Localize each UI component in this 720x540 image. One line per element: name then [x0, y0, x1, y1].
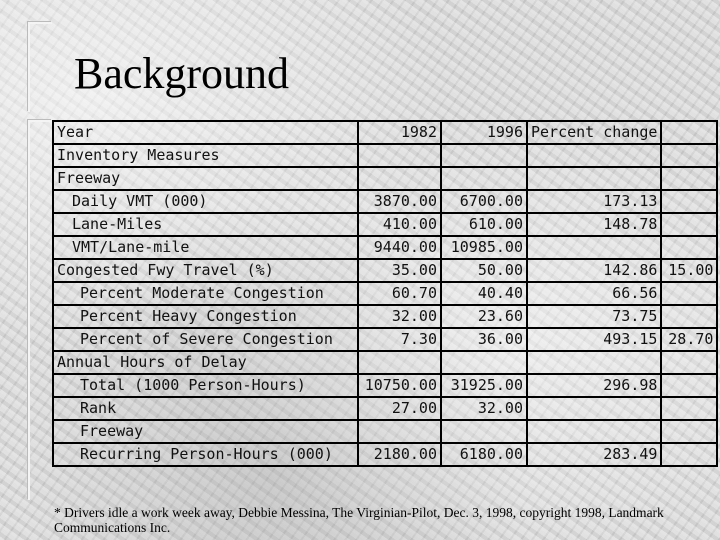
header-cell-percent-change: Percent change — [527, 121, 661, 144]
value-1996-cell: 6700.00 — [441, 190, 527, 213]
value-1996-cell: 6180.00 — [441, 443, 527, 466]
row-label-cell: Percent Moderate Congestion — [53, 282, 358, 305]
percent-change-cell — [527, 420, 661, 443]
extra-value-cell — [661, 420, 717, 443]
percent-change-cell: 66.56 — [527, 282, 661, 305]
value-1982-cell: 9440.00 — [358, 236, 441, 259]
value-1982-cell: 7.30 — [358, 328, 441, 351]
table-row — [53, 374, 717, 397]
value-1982-cell — [358, 167, 441, 190]
percent-change-cell — [527, 144, 661, 167]
value-1996-cell — [441, 420, 527, 443]
extra-value-cell — [661, 351, 717, 374]
percent-change-cell: 283.49 — [527, 443, 661, 466]
percent-change-cell — [527, 167, 661, 190]
delay-statistics-table — [52, 120, 718, 467]
value-1996-cell: 32.00 — [441, 397, 527, 420]
value-1982-cell: 2180.00 — [358, 443, 441, 466]
percent-change-cell — [527, 351, 661, 374]
table-row — [53, 190, 717, 213]
row-label-cell: Freeway — [53, 420, 358, 443]
percent-change-cell — [527, 236, 661, 259]
percent-change-cell: 173.13 — [527, 190, 661, 213]
extra-value-cell — [661, 282, 717, 305]
table-row — [53, 144, 717, 167]
row-label-cell: Congested Fwy Travel (%) — [53, 259, 358, 282]
percent-change-cell: 73.75 — [527, 305, 661, 328]
value-1982-cell: 35.00 — [358, 259, 441, 282]
table-row — [53, 420, 717, 443]
extra-value-cell — [661, 213, 717, 236]
title-accent-bracket — [28, 22, 52, 112]
extra-value-cell — [661, 374, 717, 397]
extra-value-cell — [661, 305, 717, 328]
header-cell-extra — [661, 121, 717, 144]
content-accent-bracket — [28, 120, 52, 500]
value-1996-cell — [441, 167, 527, 190]
value-1996-cell: 10985.00 — [441, 236, 527, 259]
table-row — [53, 236, 717, 259]
percent-change-cell — [527, 397, 661, 420]
value-1996-cell: 36.00 — [441, 328, 527, 351]
extra-value-cell — [661, 443, 717, 466]
row-label-cell: Lane-Miles — [53, 213, 358, 236]
header-cell-1996: 1996 — [441, 121, 527, 144]
table-row — [53, 351, 717, 374]
extra-value-cell: 28.70 — [661, 328, 717, 351]
value-1996-cell: 50.00 — [441, 259, 527, 282]
value-1982-cell: 3870.00 — [358, 190, 441, 213]
slide-title: Background — [74, 49, 290, 98]
table-row — [53, 397, 717, 420]
value-1996-cell — [441, 144, 527, 167]
value-1996-cell — [441, 351, 527, 374]
value-1982-cell: 32.00 — [358, 305, 441, 328]
row-label-cell: Annual Hours of Delay — [53, 351, 358, 374]
value-1996-cell: 23.60 — [441, 305, 527, 328]
table-row — [53, 305, 717, 328]
row-label-cell: Freeway — [53, 167, 358, 190]
value-1982-cell: 27.00 — [358, 397, 441, 420]
extra-value-cell — [661, 144, 717, 167]
row-label-cell: Percent Heavy Congestion — [53, 305, 358, 328]
extra-value-cell — [661, 236, 717, 259]
row-label-cell: Inventory Measures — [53, 144, 358, 167]
row-label-cell: Total (1000 Person-Hours) — [53, 374, 358, 397]
row-label-cell: Percent of Severe Congestion — [53, 328, 358, 351]
table-header-row — [53, 121, 717, 144]
row-label-cell: Daily VMT (000) — [53, 190, 358, 213]
value-1982-cell — [358, 351, 441, 374]
source-footnote: * Drivers idle a work week away, Debbie Messina, The Virginian-Pilot, Dec. 3, 1998, copyright 1998, Landmark Communications Inc. — [54, 505, 664, 535]
table-row — [53, 282, 717, 305]
table-row — [53, 328, 717, 351]
table-row — [53, 213, 717, 236]
value-1982-cell — [358, 420, 441, 443]
table-row — [53, 443, 717, 466]
row-label-cell: Recurring Person-Hours (000) — [53, 443, 358, 466]
table-row — [53, 259, 717, 282]
percent-change-cell: 142.86 — [527, 259, 661, 282]
extra-value-cell — [661, 190, 717, 213]
percent-change-cell: 493.15 — [527, 328, 661, 351]
extra-value-cell: 15.00 — [661, 259, 717, 282]
value-1982-cell: 410.00 — [358, 213, 441, 236]
value-1982-cell — [358, 144, 441, 167]
percent-change-cell: 148.78 — [527, 213, 661, 236]
row-label-cell: Rank — [53, 397, 358, 420]
value-1982-cell: 10750.00 — [358, 374, 441, 397]
header-cell-1982: 1982 — [358, 121, 441, 144]
percent-change-cell: 296.98 — [527, 374, 661, 397]
row-label-cell: VMT/Lane-mile — [53, 236, 358, 259]
value-1996-cell: 40.40 — [441, 282, 527, 305]
header-cell-year: Year — [53, 121, 358, 144]
value-1996-cell: 610.00 — [441, 213, 527, 236]
extra-value-cell — [661, 167, 717, 190]
table-row — [53, 167, 717, 190]
value-1996-cell: 31925.00 — [441, 374, 527, 397]
value-1982-cell: 60.70 — [358, 282, 441, 305]
extra-value-cell — [661, 397, 717, 420]
